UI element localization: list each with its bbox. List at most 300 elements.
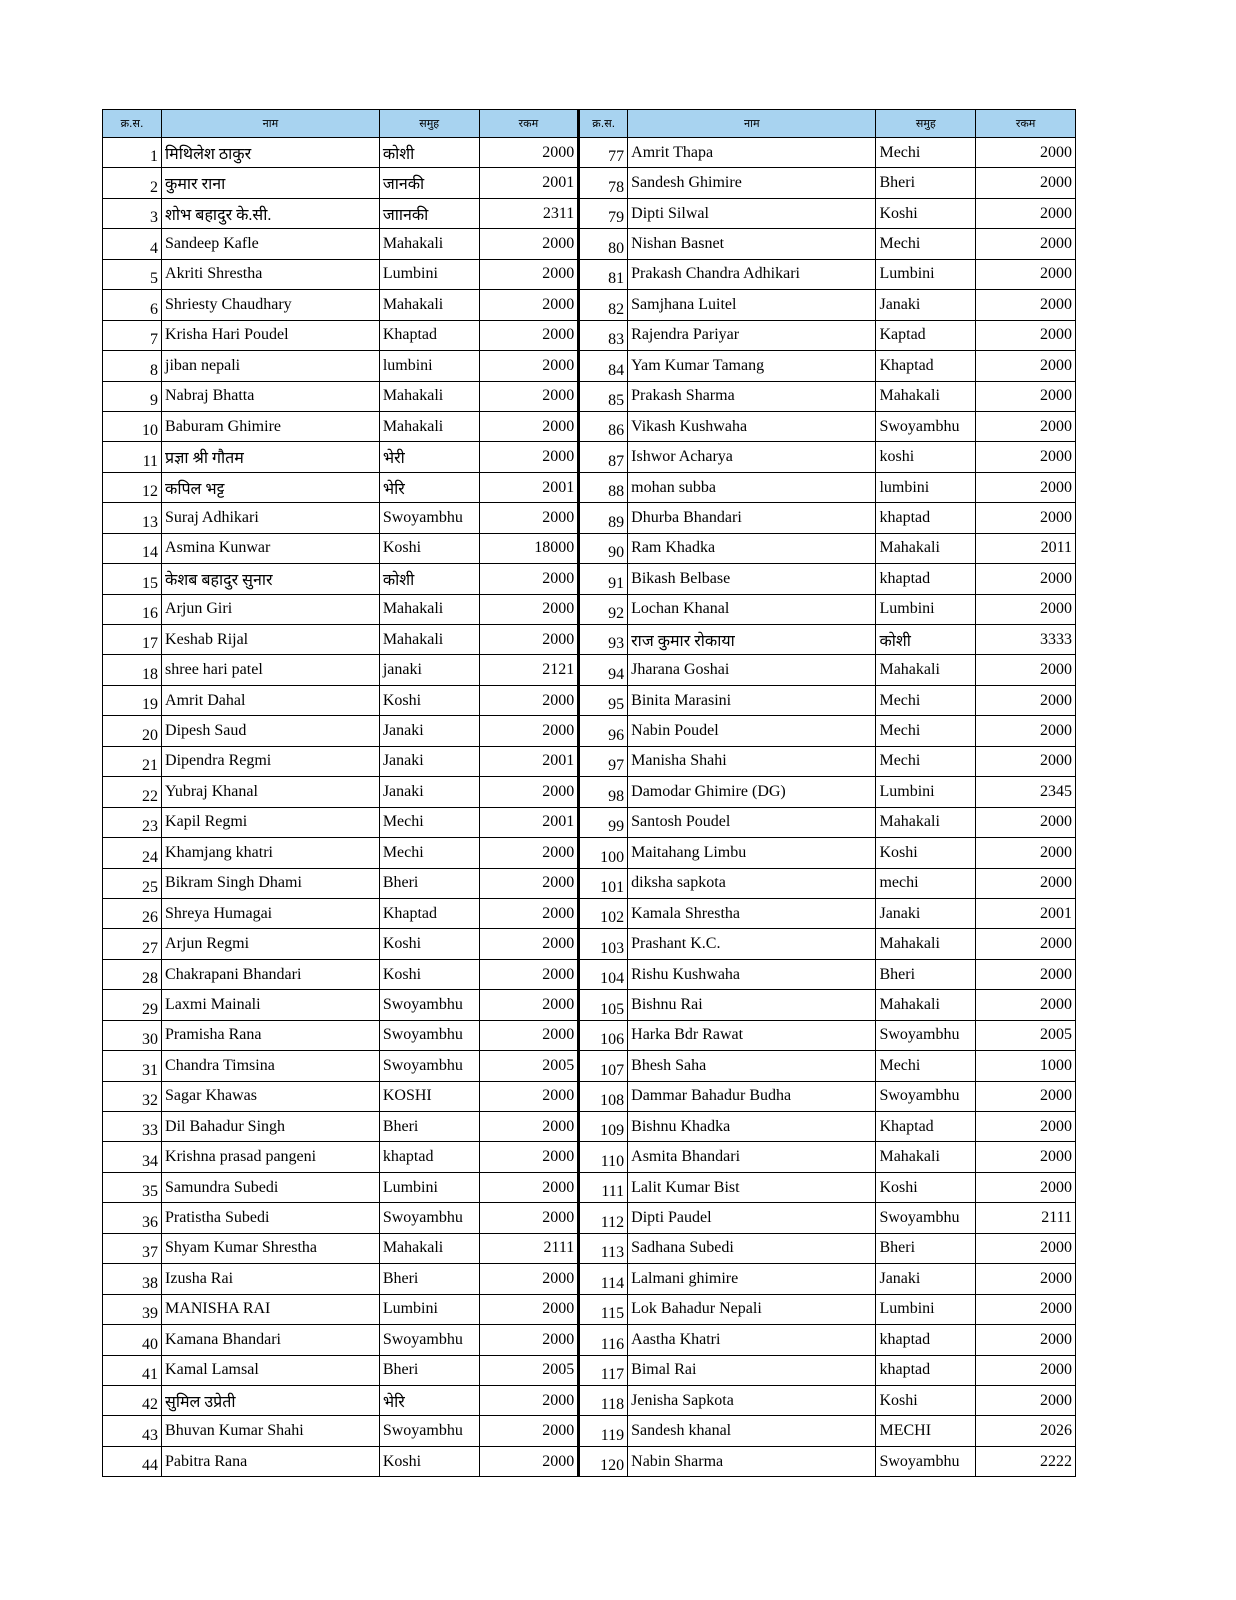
group-name: Swoyambhu [379,1416,479,1446]
serial-number: 97 [579,746,628,776]
group-name: khaptad [876,1355,976,1385]
amount-value: 2005 [479,1355,579,1385]
serial-number: 112 [579,1203,628,1233]
group-name: Mahakali [876,807,976,837]
group-name: Bheri [876,959,976,989]
person-name: Sandesh Ghimire [628,168,876,198]
group-name: Lumbini [379,1294,479,1324]
group-name: कोशी [876,625,976,655]
amount-value: 2000 [479,594,579,624]
serial-number: 33 [103,1112,162,1142]
person-name: Pratistha Subedi [162,1203,380,1233]
amount-value: 2000 [479,1020,579,1050]
person-name: Ram Khadka [628,533,876,563]
amount-value: 2000 [976,1355,1076,1385]
serial-number: 41 [103,1355,162,1385]
person-name: Shreya Humagai [162,898,380,928]
serial-number: 90 [579,533,628,563]
amount-value: 2000 [479,259,579,289]
person-name: Shyam Kumar Shrestha [162,1233,380,1263]
serial-number: 113 [579,1233,628,1263]
group-name: khaptad [876,1325,976,1355]
group-name: khaptad [876,564,976,594]
group-name: Lumbini [379,1172,479,1202]
amount-value: 2000 [479,1081,579,1111]
amount-value: 2000 [976,990,1076,1020]
amount-value: 2000 [479,351,579,381]
person-name: Ishwor Acharya [628,442,876,472]
header-name-left: नाम [162,110,380,138]
serial-number: 34 [103,1142,162,1172]
group-name: Koshi [876,1172,976,1202]
table-row [103,472,1076,502]
amount-value: 2000 [976,564,1076,594]
person-name: Dipti Silwal [628,198,876,228]
amount-value: 2000 [479,1264,579,1294]
person-name: Krishna prasad pangeni [162,1142,380,1172]
table-row [103,168,1076,198]
amount-value: 2000 [479,320,579,350]
person-name: Manisha Shahi [628,746,876,776]
amount-value: 2000 [479,1385,579,1415]
amount-value: 2000 [976,1264,1076,1294]
amount-value: 2000 [976,1172,1076,1202]
amount-value: 2000 [479,411,579,441]
amount-value: 2000 [976,503,1076,533]
serial-number: 91 [579,564,628,594]
group-name: khaptad [379,1142,479,1172]
header-serial-right: क्र.स. [579,110,628,138]
group-name: Mechi [876,1051,976,1081]
group-name: Mahakali [379,381,479,411]
serial-number: 94 [579,655,628,685]
group-name: Bheri [379,1112,479,1142]
serial-number: 14 [103,533,162,563]
serial-number: 6 [103,290,162,320]
group-name: Mahakali [379,1233,479,1263]
serial-number: 85 [579,381,628,411]
header-group-left: समुह [379,110,479,138]
person-name: Arjun Regmi [162,929,380,959]
person-name: mohan subba [628,472,876,502]
person-name: Bhesh Saha [628,1051,876,1081]
serial-number: 11 [103,442,162,472]
person-name: Dipesh Saud [162,716,380,746]
amount-value: 2000 [976,807,1076,837]
serial-number: 8 [103,351,162,381]
group-name: Swoyambhu [379,1051,479,1081]
serial-number: 7 [103,320,162,350]
serial-number: 92 [579,594,628,624]
header-serial-left: क्र.स. [103,110,162,138]
amount-value: 2000 [976,685,1076,715]
amount-value: 2005 [479,1051,579,1081]
serial-number: 21 [103,746,162,776]
table-row [103,1020,1076,1050]
group-name: Khaptad [876,1112,976,1142]
table-row [103,229,1076,259]
amount-value: 2000 [976,198,1076,228]
group-name: Mahakali [379,411,479,441]
group-name: Bheri [379,1264,479,1294]
person-name: Izusha Rai [162,1264,380,1294]
serial-number: 79 [579,198,628,228]
person-name: Samjhana Luitel [628,290,876,320]
person-name: Bikram Singh Dhami [162,868,380,898]
amount-value: 2000 [479,959,579,989]
amount-value: 2000 [479,442,579,472]
amount-value: 2000 [479,777,579,807]
group-name: Swoyambhu [379,990,479,1020]
group-name: Swoyambhu [876,1020,976,1050]
table-row [103,959,1076,989]
group-name: MECHI [876,1416,976,1446]
amount-value: 2000 [479,716,579,746]
amount-value: 2000 [479,1112,579,1142]
amount-value: 2000 [976,411,1076,441]
serial-number: 26 [103,898,162,928]
serial-number: 19 [103,685,162,715]
person-name: शोभ बहादुर के.सी. [162,198,380,228]
person-name: Sagar Khawas [162,1081,380,1111]
serial-number: 5 [103,259,162,289]
person-name: Krisha Hari Poudel [162,320,380,350]
person-name: Amrit Thapa [628,138,876,168]
group-name: जाानकी [379,198,479,228]
group-name: कोशी [379,564,479,594]
person-name: Rishu Kushwaha [628,959,876,989]
person-name: MANISHA RAI [162,1294,380,1324]
serial-number: 44 [103,1446,162,1476]
group-name: janaki [379,655,479,685]
group-name: Koshi [379,929,479,959]
group-name: Swoyambhu [379,1020,479,1050]
group-name: lumbini [379,351,479,381]
amount-value: 2000 [479,1172,579,1202]
amount-value: 2000 [976,138,1076,168]
serial-number: 109 [579,1112,628,1142]
group-name: जानकी [379,168,479,198]
table-row [103,381,1076,411]
person-name: Dil Bahadur Singh [162,1112,380,1142]
group-name: Lumbini [876,259,976,289]
serial-number: 35 [103,1172,162,1202]
amount-value: 2000 [479,1325,579,1355]
group-name: भेरी [379,442,479,472]
group-name: Lumbini [379,259,479,289]
serial-number: 32 [103,1081,162,1111]
table-row [103,1294,1076,1324]
amount-value: 2000 [976,1325,1076,1355]
serial-number: 30 [103,1020,162,1050]
amount-value: 2000 [479,898,579,928]
group-name: Koshi [876,198,976,228]
amount-value: 2011 [976,533,1076,563]
person-name: Prakash Chandra Adhikari [628,259,876,289]
serial-number: 13 [103,503,162,533]
serial-number: 84 [579,351,628,381]
group-name: Janaki [876,1264,976,1294]
table-row [103,351,1076,381]
person-name: केशब बहादुर सुनार [162,564,380,594]
group-name: Mechi [379,807,479,837]
serial-number: 120 [579,1446,628,1476]
person-name: Bhuvan Kumar Shahi [162,1416,380,1446]
serial-number: 119 [579,1416,628,1446]
serial-number: 3 [103,198,162,228]
group-name: Swoyambhu [379,1325,479,1355]
group-name: Lumbini [876,1294,976,1324]
amount-value: 2000 [976,381,1076,411]
table-row [103,1446,1076,1476]
person-name: Dipendra Regmi [162,746,380,776]
amount-value: 2000 [976,594,1076,624]
amount-value: 2000 [976,655,1076,685]
table-row [103,1203,1076,1233]
person-name: Kamala Shrestha [628,898,876,928]
serial-number: 108 [579,1081,628,1111]
amount-value: 2000 [976,320,1076,350]
person-name: jiban nepali [162,351,380,381]
table-row [103,503,1076,533]
amount-value: 2000 [479,838,579,868]
serial-number: 9 [103,381,162,411]
serial-number: 2 [103,168,162,198]
contribution-table [102,109,1076,1477]
person-name: Akriti Shrestha [162,259,380,289]
group-name: Swoyambhu [876,1081,976,1111]
amount-value: 2000 [976,716,1076,746]
amount-value: 2000 [976,168,1076,198]
amount-value: 2000 [479,1416,579,1446]
table-row [103,411,1076,441]
group-name: KOSHI [379,1081,479,1111]
serial-number: 111 [579,1172,628,1202]
group-name: Koshi [876,838,976,868]
group-name: Mechi [876,229,976,259]
amount-value: 2000 [479,138,579,168]
person-name: Damodar Ghimire (DG) [628,777,876,807]
serial-number: 101 [579,868,628,898]
person-name: कपिल भट्ट [162,472,380,502]
group-name: Mahakali [379,290,479,320]
serial-number: 99 [579,807,628,837]
group-name: Mechi [379,838,479,868]
group-name: Koshi [379,685,479,715]
table-row [103,1142,1076,1172]
serial-number: 31 [103,1051,162,1081]
table-row [103,594,1076,624]
table-row [103,807,1076,837]
person-name: Maitahang Limbu [628,838,876,868]
serial-number: 81 [579,259,628,289]
person-name: Asmina Kunwar [162,533,380,563]
serial-number: 107 [579,1051,628,1081]
person-name: Yam Kumar Tamang [628,351,876,381]
serial-number: 43 [103,1416,162,1446]
amount-value: 1000 [976,1051,1076,1081]
table-row [103,198,1076,228]
group-name: Mahakali [876,381,976,411]
person-name: Bishnu Rai [628,990,876,1020]
person-name: Kapil Regmi [162,807,380,837]
person-name: Lochan Khanal [628,594,876,624]
amount-value: 2000 [479,229,579,259]
table-row [103,625,1076,655]
group-name: Swoyambhu [876,1446,976,1476]
person-name: Bikash Belbase [628,564,876,594]
group-name: Khaptad [379,898,479,928]
amount-value: 2000 [976,229,1076,259]
serial-number: 117 [579,1355,628,1385]
table-row [103,777,1076,807]
person-name: Pabitra Rana [162,1446,380,1476]
person-name: Chandra Timsina [162,1051,380,1081]
amount-value: 2001 [479,168,579,198]
table-row [103,320,1076,350]
amount-value: 2000 [479,868,579,898]
table-row [103,1355,1076,1385]
table-row [103,929,1076,959]
amount-value: 2000 [479,990,579,1020]
amount-value: 2000 [976,959,1076,989]
amount-value: 2345 [976,777,1076,807]
amount-value: 2000 [976,259,1076,289]
group-name: Khaptad [876,351,976,381]
person-name: Sandeep Kafle [162,229,380,259]
amount-value: 2000 [976,472,1076,502]
group-name: Koshi [379,1446,479,1476]
amount-value: 3333 [976,625,1076,655]
serial-number: 42 [103,1385,162,1415]
serial-number: 77 [579,138,628,168]
table-row [103,898,1076,928]
table-row [103,1081,1076,1111]
serial-number: 28 [103,959,162,989]
person-name: Suraj Adhikari [162,503,380,533]
group-name: Bheri [379,868,479,898]
serial-number: 78 [579,168,628,198]
group-name: Mahakali [876,655,976,685]
table-row [103,685,1076,715]
amount-value: 2000 [976,1112,1076,1142]
table-row [103,259,1076,289]
group-name: Bheri [876,168,976,198]
group-name: Swoyambhu [379,1203,479,1233]
amount-value: 2000 [976,746,1076,776]
person-name: Pramisha Rana [162,1020,380,1050]
serial-number: 106 [579,1020,628,1050]
table-row [103,1112,1076,1142]
serial-number: 17 [103,625,162,655]
serial-number: 116 [579,1325,628,1355]
group-name: Janaki [876,898,976,928]
person-name: Lalit Kumar Bist [628,1172,876,1202]
table-row [103,1172,1076,1202]
person-name: Asmita Bhandari [628,1142,876,1172]
amount-value: 2000 [479,1446,579,1476]
table-body [103,138,1076,1477]
serial-number: 88 [579,472,628,502]
serial-number: 27 [103,929,162,959]
group-name: Koshi [379,533,479,563]
table-row [103,1385,1076,1415]
group-name: Mechi [876,746,976,776]
group-name: Janaki [876,290,976,320]
group-name: Mahakali [379,625,479,655]
table-row [103,1233,1076,1263]
amount-value: 2000 [976,838,1076,868]
serial-number: 86 [579,411,628,441]
amount-value: 2000 [976,1233,1076,1263]
serial-number: 16 [103,594,162,624]
amount-value: 2000 [976,1081,1076,1111]
amount-value: 2000 [479,1294,579,1324]
serial-number: 39 [103,1294,162,1324]
group-name: Mechi [876,138,976,168]
amount-value: 2000 [976,290,1076,320]
group-name: Lumbini [876,777,976,807]
person-name: Lok Bahadur Nepali [628,1294,876,1324]
table-row [103,290,1076,320]
person-name: Nishan Basnet [628,229,876,259]
group-name: Lumbini [876,594,976,624]
amount-value: 2111 [479,1233,579,1263]
person-name: Keshab Rijal [162,625,380,655]
amount-value: 2000 [976,351,1076,381]
group-name: Khaptad [379,320,479,350]
table-row [103,1325,1076,1355]
serial-number: 20 [103,716,162,746]
group-name: Swoyambhu [379,503,479,533]
amount-value: 2000 [976,442,1076,472]
group-name: Kaptad [876,320,976,350]
group-name: Mahakali [876,929,976,959]
group-name: कोशी [379,138,479,168]
serial-number: 102 [579,898,628,928]
serial-number: 38 [103,1264,162,1294]
person-name: Prakash Sharma [628,381,876,411]
amount-value: 2000 [479,290,579,320]
group-name: Swoyambhu [876,1203,976,1233]
person-name: Samundra Subedi [162,1172,380,1202]
amount-value: 2000 [479,381,579,411]
group-name: Mahakali [876,990,976,1020]
amount-value: 18000 [479,533,579,563]
amount-value: 2000 [976,1142,1076,1172]
header-group-right: समुह [876,110,976,138]
table-row [103,868,1076,898]
person-name: राज कुमार रोकाया [628,625,876,655]
amount-value: 2000 [976,868,1076,898]
serial-number: 93 [579,625,628,655]
group-name: Bheri [876,1233,976,1263]
table-row [103,1051,1076,1081]
group-name: भेरि [379,1385,479,1415]
person-name: shree hari patel [162,655,380,685]
serial-number: 36 [103,1203,162,1233]
amount-value: 2000 [479,625,579,655]
person-name: Laxmi Mainali [162,990,380,1020]
serial-number: 103 [579,929,628,959]
serial-number: 4 [103,229,162,259]
amount-value: 2111 [976,1203,1076,1233]
amount-value: 2222 [976,1446,1076,1476]
serial-number: 15 [103,564,162,594]
person-name: Binita Marasini [628,685,876,715]
person-name: Nabraj Bhatta [162,381,380,411]
amount-value: 2000 [479,929,579,959]
